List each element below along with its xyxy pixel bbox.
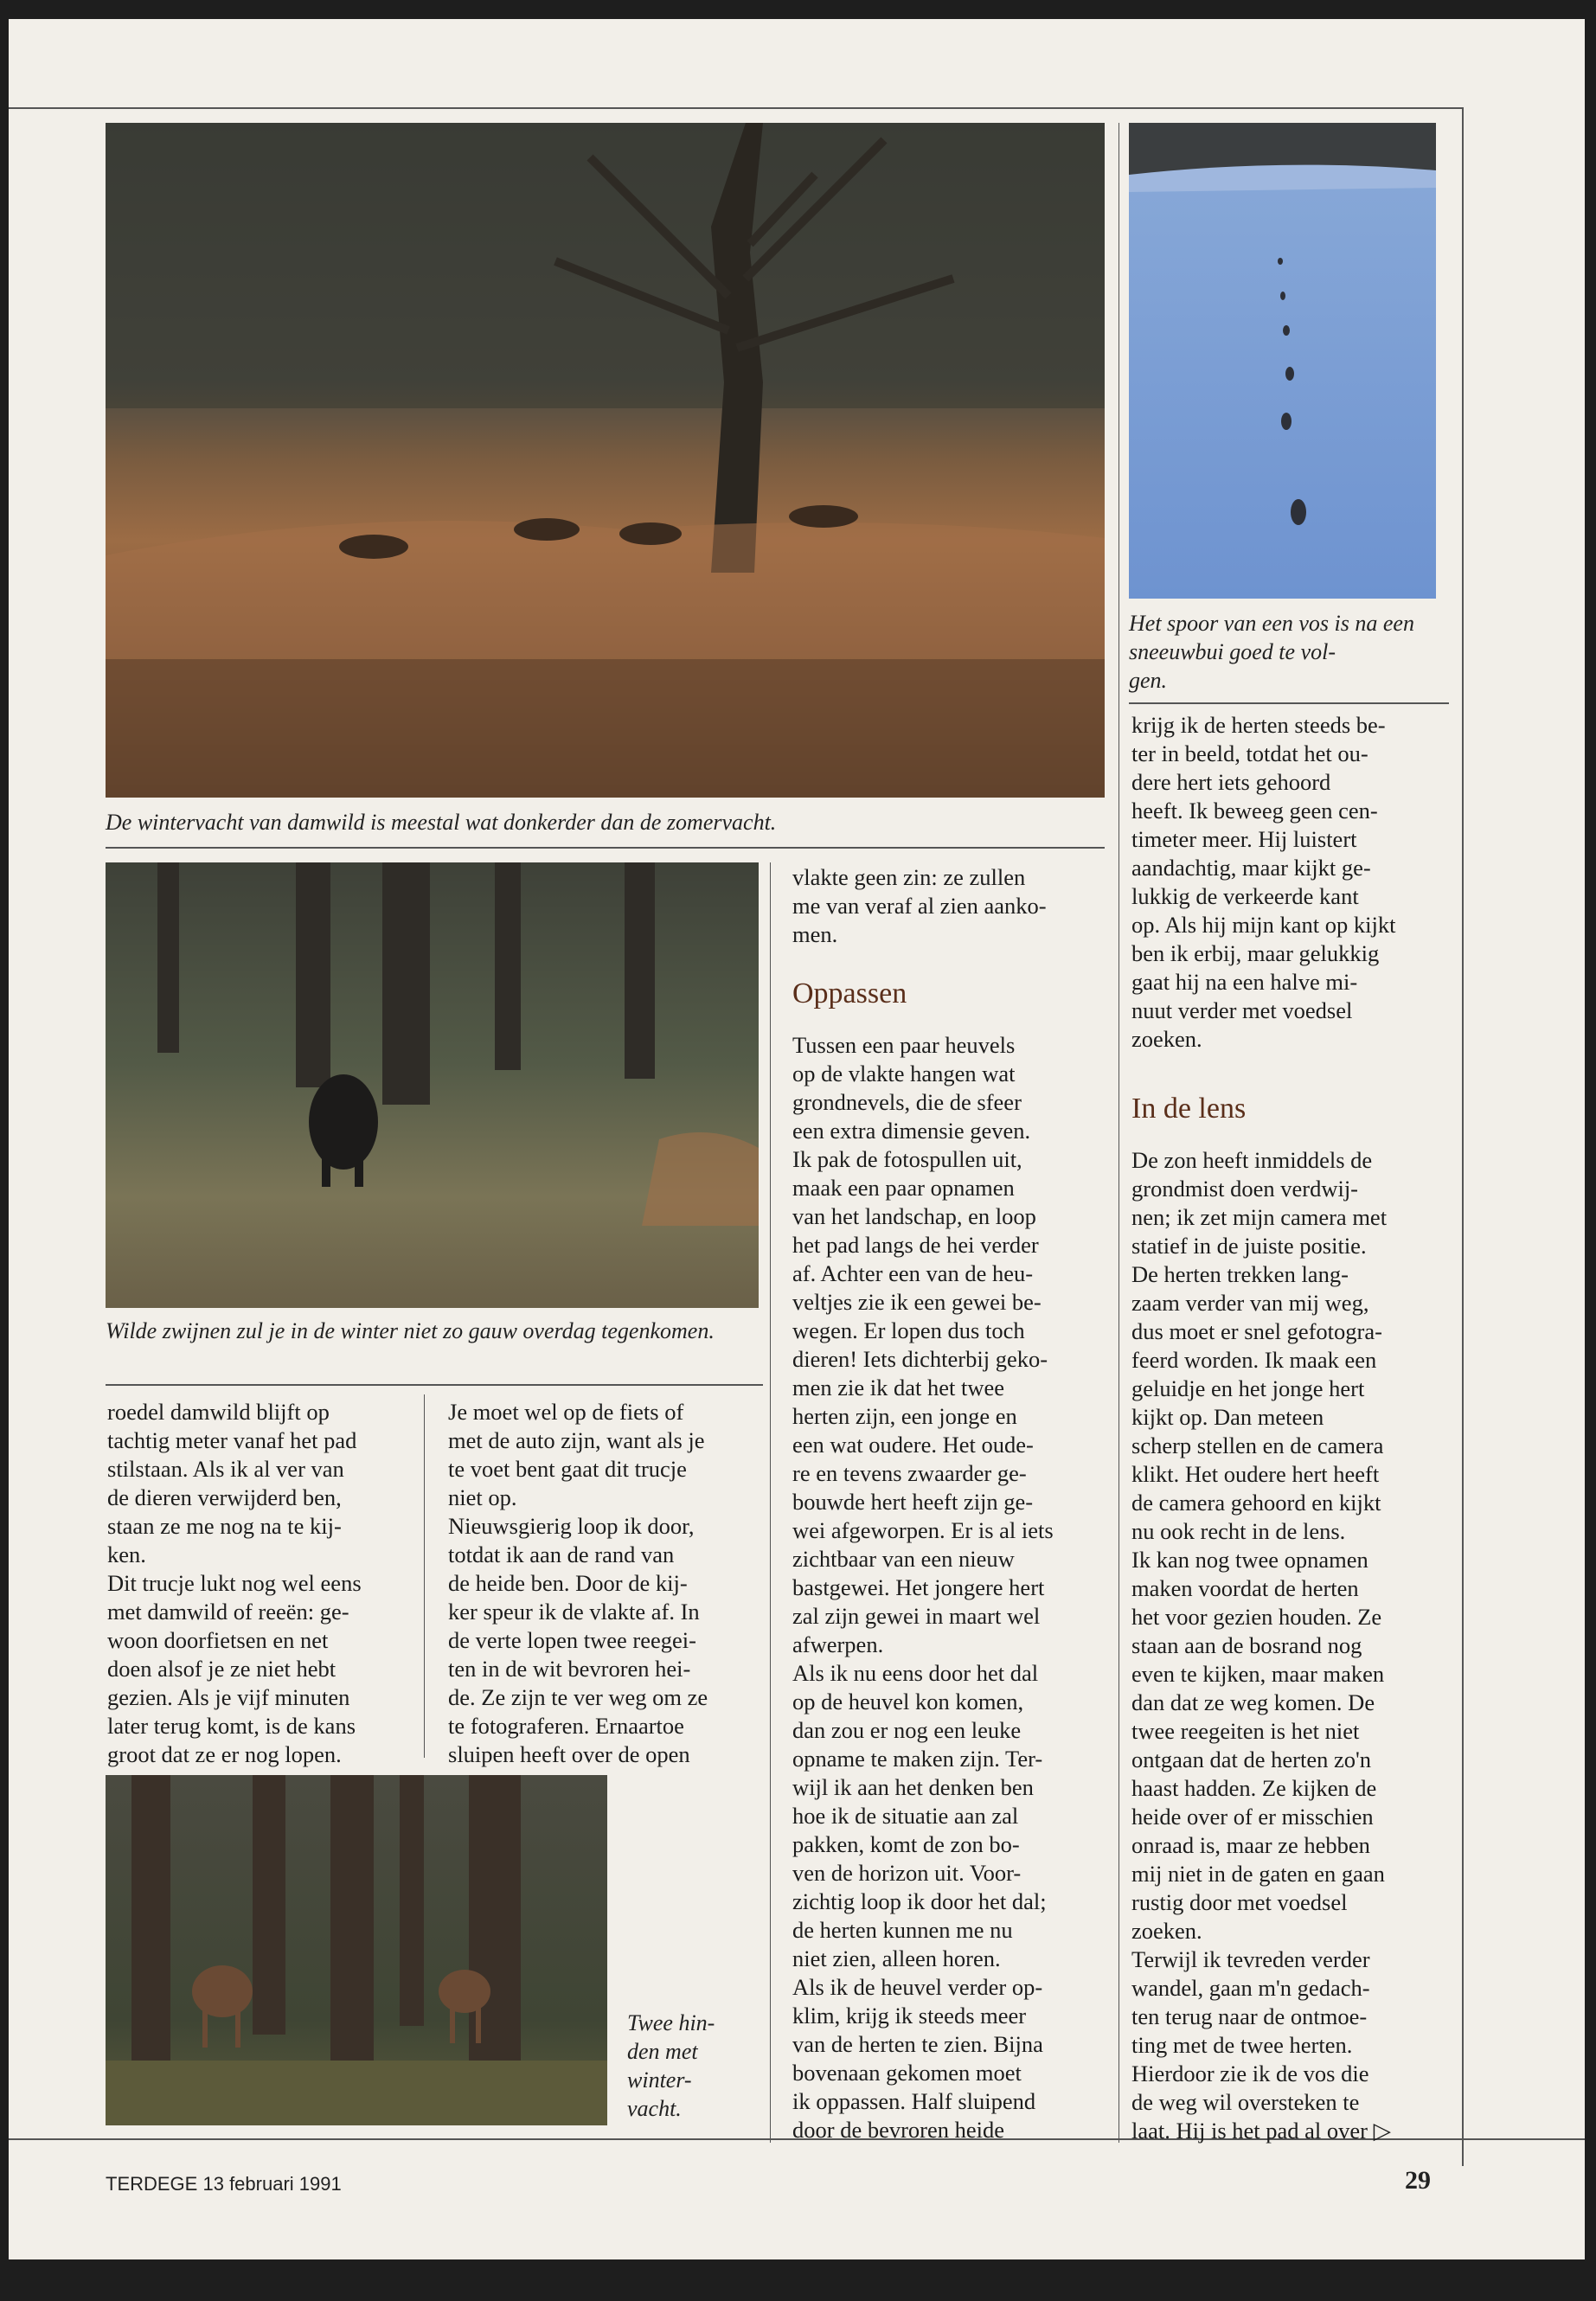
right-rule — [1462, 107, 1464, 2166]
heading-in-de-lens: In de lens — [1131, 1093, 1247, 1125]
divider-col2-col3 — [770, 862, 771, 2143]
body-text-col4-top: krijg ik de herten steeds be- ter in beeld, totdat het ou- dere hert iets gehoord heeft. Ik beweeg geen cen- timeter meer. Hij luistert aandachtig, maar kijkt ge- lukkig de verkeerde kant op. Als hij mijn kant op kijkt ben ik erbij, maar gelukkig gaat hij na een halve mi- nuut verder met voedsel zoeken. — [1131, 712, 1396, 1052]
page-number: 29 — [1405, 2166, 1431, 2195]
magazine-page — [9, 19, 1585, 2259]
hinds-caption: Twee hin- den met winter- vacht. — [627, 2010, 715, 2121]
body-text-col2: Je moet wel op de fiets of met de auto zijn, want als je te voet bent gaat dit trucje niet op. Nieuwsgierig loop ik door, totdat ik aan de rand van de heide ben. Door de kij- ker speur ik de vlakte af. In de verte lopen twee reegei- ten in de wit bevroren hei- de. Ze zijn te ver weg om ze te fotograferen. Ernaartoe sluipen heeft over de open — [448, 1399, 708, 1767]
footer-date: 13 februari 1991 — [202, 2173, 342, 2195]
body-text-col4: De zon heeft inmiddels de grondmist doen verdwij- nen; ik zet mijn camera met statief in de juiste positie. De herten trekken lang- zaam verder van mij weg, dus moet er snel gefotogra- feerd worden. Ik maak een geluidje en het jonge hert kijkt op. Dan meteen scherp stellen en de camera klikt. Het oudere hert heeft de camera gehoord en kijkt nu ook recht in de lens. Ik kan nog twee opnamen maken voordat de herten het voor gezien houden. Ze staan aan de bosrand nog even te kijken, maar maken dan dat ze weg komen. De twee reegeiten is het niet ontgaan dat de herten zo'n haast hadden. Ze kijken de heide over of er misschien onraad is, maar ze hebben mij niet in de gaten en gaan rustig door met voedsel zoeken. Terwijl ik tevreden verder wandel, gaan m'n gedach- ten terug naar de ontmoe- ting met de twee herten. Hierdoor zie ik de vos die de weg wil oversteken te laat. Hij is het pad al over ▷ — [1131, 1147, 1392, 2144]
boar-caption-rule — [106, 1384, 763, 1386]
deer-caption-rule — [106, 847, 1105, 849]
body-column-4 — [1131, 1146, 1460, 2145]
footer-publication — [106, 2173, 342, 2195]
body-column-3-top — [792, 863, 1112, 949]
wild-boar-photo — [106, 862, 759, 1308]
deer-caption: De wintervacht van damwild is meestal wat donkerder dan de zomervacht. — [106, 810, 777, 835]
divider-col1-col2 — [424, 1394, 425, 1758]
body-text-col3: Tussen een paar heuvels op de vlakte hangen wat grondnevels, die de sfeer een extra dimensie geven. Ik pak de fotospullen uit, maak een paar opnamen van het landschap, en loop het pad langs de hei verder af. Achter een van de heu- veltjes zie ik een gewei be- wegen. Er lopen dus toch dieren! Iets dichterbij geko- men zie ik dat het twee herten zijn, een jonge en een wat oudere. Het oude- re en tevens zwaarder ge- bouwde hert heeft zijn ge- wei afgeworpen. Er is al iets zichtbaar van een nieuw bastgewei. Het jongere hert zal zijn gewei in maart wel afwerpen. Als ik nu eens door het dal op de heuvel kon komen, dan zou er nog een leuke opname te maken zijn. Ter- wijl ik aan het denken ben hoe ik de situatie aan zal pakken, komt de zon bo- ven de horizon uit. Voor- zichtig loop ik door het dal; de herten kunnen me nu niet zien, alleen horen. Als ik de heuvel verder op- klim, krijg ik steeds meer van de herten te zien. Bijna bovenaan gekomen moet ik oppassen. Half sluipend door de bevroren heide — [792, 1032, 1054, 2143]
divider-col3-col4 — [1118, 123, 1119, 2143]
fox-caption-rule — [1129, 702, 1449, 704]
body-text-col3-top: vlakte geen zin: ze zullen me van veraf al zien aanko- men. — [792, 864, 1047, 947]
fox-caption: Het spoor van een vos is na een sneeuwbui goed te vol- gen. — [1129, 611, 1414, 693]
body-column-1 — [107, 1398, 423, 1769]
hinds-photo — [106, 1775, 607, 2125]
body-column-4-top — [1131, 711, 1460, 1054]
body-column-2 — [448, 1398, 768, 1769]
deer-photo — [106, 123, 1105, 798]
body-column-3 — [792, 1031, 1112, 2144]
body-text-col1: roedel damwild blijft op tachtig meter vanaf het pad stilstaan. Als ik al ver van de dieren verwijderd ben, staan ze me nog na te kij- ken. Dit trucje lukt nog wel eens met damwild of reeën: ge- woon doorfietsen en net doen alsof je ze niet hebt gezien. Als je vijf minuten later terug komt, is de kans groot dat ze er nog lopen. — [107, 1399, 362, 1767]
boar-caption: Wilde zwijnen zul je in de winter niet zo gauw overdag tegenkomen. — [106, 1318, 715, 1343]
heading-oppassen: Oppassen — [792, 977, 907, 1009]
fox-track-photo — [1129, 123, 1436, 599]
top-rule — [9, 107, 1462, 109]
footer-magazine: TERDEGE — [106, 2173, 198, 2195]
